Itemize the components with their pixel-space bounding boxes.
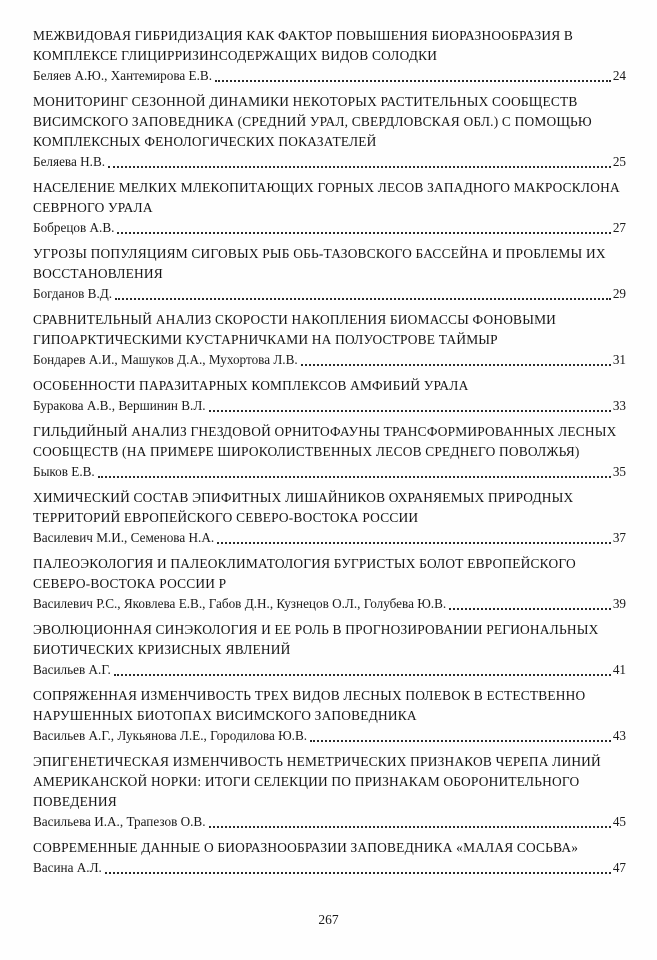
toc-entry — [33, 686, 626, 746]
dotted-leader — [105, 872, 611, 874]
dotted-leader — [209, 826, 611, 828]
entry-title: СОВРЕМЕННЫЕ ДАННЫЕ О БИОРАЗНООБРАЗИИ ЗАПОВЕДНИКА «МАЛАЯ СОСЬВА» — [33, 840, 579, 855]
entry-page-number: 35 — [612, 464, 626, 479]
entry-page-number: 43 — [612, 728, 626, 743]
entry-authors: Васильева И.А., Трапезов О.В. — [33, 814, 206, 829]
entry-authors-line — [33, 152, 626, 172]
entry-authors-line — [33, 218, 626, 238]
entry-page-number: 41 — [612, 662, 626, 677]
entry-title: МОНИТОРИНГ СЕЗОННОЙ ДИНАМИКИ НЕКОТОРЫХ РАСТИТЕЛЬНЫХ СООБЩЕСТВ ВИСИМСКОГО ЗАПОВЕДНИКА (СРЕДНИЙ УРАЛ, СВЕРДЛОВСКАЯ ОБЛ.) С ПОМОЩЬЮ КОМПЛЕКСНЫХ ФЕНОЛОГИЧЕСКИХ ПОКАЗАТЕЛЕЙ — [33, 94, 592, 149]
toc-entry — [33, 620, 626, 680]
toc-entry — [33, 92, 626, 172]
entry-page-number: 25 — [612, 154, 626, 169]
entry-title: НАСЕЛЕНИЕ МЕЛКИХ МЛЕКОПИТАЮЩИХ ГОРНЫХ ЛЕСОВ ЗАПАДНОГО МАКРОСКЛОНА СЕВРНОГО УРАЛА — [33, 180, 620, 215]
entry-authors: Беляева Н.В. — [33, 154, 106, 169]
entry-authors-line — [33, 350, 626, 370]
toc-entry — [33, 376, 626, 416]
toc-entry — [33, 178, 626, 238]
dotted-leader — [217, 542, 611, 544]
entry-authors-line — [33, 462, 626, 482]
entry-title: ГИЛЬДИЙНЫЙ АНАЛИЗ ГНЕЗДОВОЙ ОРНИТОФАУНЫ ТРАНСФОРМИРОВАННЫХ ЛЕСНЫХ СООБЩЕСТВ (НА ПРИМЕРЕ ШИРОКОЛИСТВЕННЫХ ЛЕСОВ СРЕДНЕГО ПОВОЛЖЬЯ) — [33, 424, 617, 459]
entry-authors: Васильев А.Г., Лукьянова Л.Е., Городилова Ю.В. — [33, 728, 308, 743]
entry-page-number: 33 — [612, 398, 626, 413]
entry-page-number: 24 — [612, 68, 626, 83]
entry-authors-line — [33, 660, 626, 680]
dotted-leader — [108, 166, 611, 168]
dotted-leader — [301, 364, 611, 366]
dotted-leader — [310, 740, 611, 742]
entry-authors-line — [33, 284, 626, 304]
entry-authors-line — [33, 726, 626, 746]
entry-title: УГРОЗЫ ПОПУЛЯЦИЯМ СИГОВЫХ РЫБ ОБЬ-ТАЗОВСКОГО БАССЕЙНА И ПРОБЛЕМЫ ИХ ВОССТАНОВЛЕНИЯ — [33, 246, 606, 281]
toc-entry — [33, 310, 626, 370]
footer-page-number: 267 — [318, 912, 339, 927]
dotted-leader — [215, 80, 611, 82]
toc-entry — [33, 554, 626, 614]
toc-entry — [33, 752, 626, 832]
entry-page-number: 45 — [612, 814, 626, 829]
toc-entry — [33, 422, 626, 482]
dotted-leader — [114, 674, 611, 676]
entry-authors-line — [33, 858, 626, 878]
entry-page-number: 29 — [612, 286, 626, 301]
entry-page-number: 39 — [612, 596, 626, 611]
entry-page-number: 27 — [612, 220, 626, 235]
dotted-leader — [98, 476, 611, 478]
entry-title: СРАВНИТЕЛЬНЫЙ АНАЛИЗ СКОРОСТИ НАКОПЛЕНИЯ БИОМАССЫ ФОНОВЫМИ ГИПОАРКТИЧЕСКИМИ КУСТАРНИЧКАМИ НА ПОЛУОСТРОВЕ ТАЙМЫР — [33, 312, 557, 347]
entry-authors: Беляев А.Ю., Хантемирова Е.В. — [33, 68, 213, 83]
dotted-leader — [209, 410, 611, 412]
entry-title: ОСОБЕННОСТИ ПАРАЗИТАРНЫХ КОМПЛЕКСОВ АМФИБИЙ УРАЛА — [33, 378, 469, 393]
toc-entry — [33, 838, 626, 878]
entry-authors: Бондарев А.И., Машуков Д.А., Мухортова Л.В. — [33, 352, 298, 367]
toc-entry — [33, 244, 626, 304]
entry-title: ЭПИГЕНЕТИЧЕСКАЯ ИЗМЕНЧИВОСТЬ НЕМЕТРИЧЕСКИХ ПРИЗНАКОВ ЧЕРЕПА ЛИНИЙ АМЕРИКАНСКОЙ НОРКИ: ИТОГИ СЕЛЕКЦИИ ПО ПРИЗНАКАМ ОБОРОНИТЕЛЬНОГО ПОВЕДЕНИЯ — [33, 754, 601, 809]
entry-authors: Василевич М.И., Семенова Н.А. — [33, 530, 215, 545]
toc-list — [33, 26, 626, 884]
entry-title: ЭВОЛЮЦИОННАЯ СИНЭКОЛОГИЯ И ЕЕ РОЛЬ В ПРОГНОЗИРОВАНИИ РЕГИОНАЛЬНЫХ БИОТИЧЕСКИХ КРИЗИСНЫХ ЯВЛЕНИЙ — [33, 622, 599, 657]
entry-authors-line — [33, 66, 626, 86]
entry-authors: Василевич Р.С., Яковлева Е.В., Габов Д.Н., Кузнецов О.Л., Голубева Ю.В. — [33, 596, 447, 611]
entry-authors-line — [33, 812, 626, 832]
entry-authors-line — [33, 594, 626, 614]
entry-title: ХИМИЧЕСКИЙ СОСТАВ ЭПИФИТНЫХ ЛИШАЙНИКОВ ОХРАНЯЕМЫХ ПРИРОДНЫХ ТЕРРИТОРИЙ ЕВРОПЕЙСКОГО СЕВЕРО-ВОСТОКА РОССИИ — [33, 490, 574, 525]
entry-title: ПАЛЕОЭКОЛОГИЯ И ПАЛЕОКЛИМАТОЛОГИЯ БУГРИСТЫХ БОЛОТ ЕВРОПЕЙСКОГО СЕВЕРО-ВОСТОКА РОССИИ Р — [33, 556, 576, 591]
entry-authors: Васина А.Л. — [33, 860, 102, 875]
entry-title: СОПРЯЖЕННАЯ ИЗМЕНЧИВОСТЬ ТРЕХ ВИДОВ ЛЕСНЫХ ПОЛЕВОК В ЕСТЕСТВЕННО НАРУШЕННЫХ БИОТОПАХ ВИСИМСКОГО ЗАПОВЕДНИКА — [33, 688, 586, 723]
dotted-leader — [117, 232, 610, 234]
toc-entry — [33, 26, 626, 86]
entry-page-number: 31 — [612, 352, 626, 367]
entry-authors: Васильев А.Г. — [33, 662, 111, 677]
entry-authors: Бобрецов А.В. — [33, 220, 115, 235]
entry-authors: Быков Е.В. — [33, 464, 95, 479]
entry-authors-line — [33, 528, 626, 548]
entry-authors: Богданов В.Д. — [33, 286, 113, 301]
entry-title: МЕЖВИДОВАЯ ГИБРИДИЗАЦИЯ КАК ФАКТОР ПОВЫШЕНИЯ БИОРАЗНООБРАЗИЯ В КОМПЛЕКСЕ ГЛИЦИРРИЗИНСОДЕРЖАЩИХ ВИДОВ СОЛОДКИ — [33, 28, 574, 63]
entry-page-number: 47 — [612, 860, 626, 875]
dotted-leader — [449, 608, 611, 610]
entry-authors-line — [33, 396, 626, 416]
entry-page-number: 37 — [612, 530, 626, 545]
dotted-leader — [115, 298, 611, 300]
entry-authors: Буракова А.В., Вершинин В.Л. — [33, 398, 206, 413]
toc-entry — [33, 488, 626, 548]
